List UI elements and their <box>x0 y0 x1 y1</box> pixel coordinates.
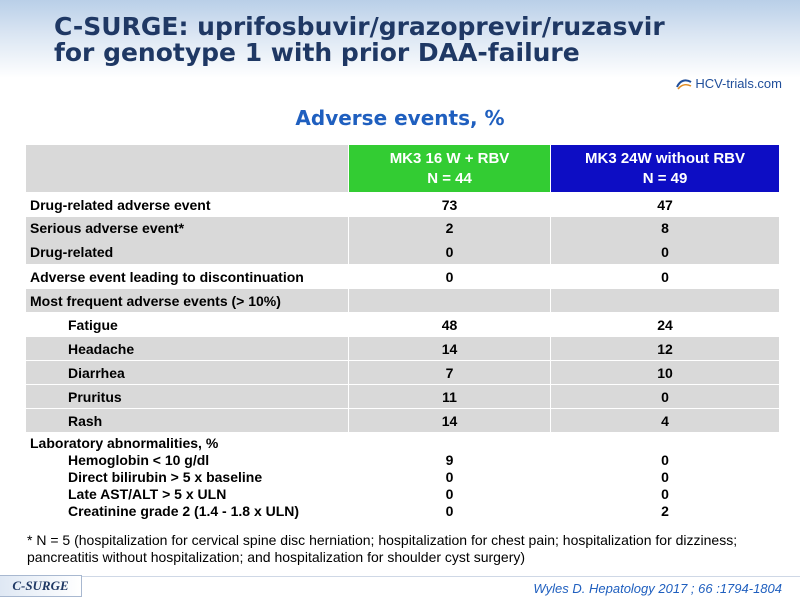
footnote: * N = 5 (hospitalization for cervical spine disc herniation; hospitalization for chest pain; hospitalization for dizziness; pancreatitis without hospitalization; and hospitalization for shoulder cyst surgery) <box>27 532 738 565</box>
table-subtitle: Adverse events, % <box>295 106 505 130</box>
lab-value-col1: 9 <box>445 452 454 468</box>
row-value-col2: 0 <box>551 385 780 409</box>
lab-item-label: Hemoglobin < 10 g/dl <box>68 452 210 468</box>
table-row-lab-abnormalities <box>26 433 780 525</box>
slide-title <box>54 14 754 66</box>
row-value-col2: 0 <box>551 265 780 289</box>
table-row <box>26 289 780 313</box>
header-mk3-24w-no-rbv <box>551 145 780 193</box>
row-label <box>26 217 349 265</box>
row-value-col1: 11 <box>349 385 551 409</box>
footer-divider <box>0 576 800 577</box>
lab-value-col2: 0 <box>661 452 669 468</box>
serious-drug-related-label: Drug-related <box>30 244 114 260</box>
table-row <box>26 217 780 265</box>
lab-value-col2: 0 <box>661 486 669 502</box>
table-row <box>26 361 780 385</box>
row-label <box>26 433 349 525</box>
row-value-col2: 10 <box>551 361 780 385</box>
row-value-col2: 12 <box>551 337 780 361</box>
row-label: Most frequent adverse events (> 10%) <box>26 289 349 313</box>
row-value-col2: 4 <box>551 409 780 433</box>
serious-ae-value-col2: 8 <box>661 220 669 236</box>
row-value-col1 <box>349 289 551 313</box>
lab-value-col2: 2 <box>661 503 669 519</box>
lab-item-label: Creatinine grade 2 (1.4 - 1.8 x ULN) <box>68 503 300 519</box>
study-badge: C-SURGE <box>0 575 82 597</box>
row-value-col2: 47 <box>551 193 780 217</box>
header-col2-line2: N = 49 <box>642 169 688 187</box>
slide-title-line2: for genotype 1 with prior DAA-failure <box>54 38 580 67</box>
row-label: Pruritus <box>26 385 349 409</box>
row-label: Fatigue <box>26 313 349 337</box>
citation: Wyles D. Hepatology 2017 ; 66 :1794-1804 <box>533 581 782 596</box>
table-row <box>26 265 780 289</box>
header-blank-cell <box>26 145 349 193</box>
header-col1-line2: N = 44 <box>427 169 472 187</box>
row-value-col2 <box>551 217 780 265</box>
lab-value-col1: 0 <box>445 503 454 519</box>
lab-value-col1: 0 <box>445 486 454 502</box>
row-label: Diarrhea <box>26 361 349 385</box>
serious-drug-related-value-col1: 0 <box>445 244 454 260</box>
serious-ae-value-col1: 2 <box>445 220 454 236</box>
header-mk3-16w-rbv <box>349 145 551 193</box>
row-value-col1: 73 <box>349 193 551 217</box>
lab-item-label: Direct bilirubin > 5 x baseline <box>68 469 263 485</box>
table-row <box>26 193 780 217</box>
row-value-col1 <box>349 433 551 525</box>
hcv-trials-logo <box>676 76 782 91</box>
serious-ae-label: Serious adverse event* <box>30 220 185 236</box>
table-row <box>26 409 780 433</box>
row-value-col1: 48 <box>349 313 551 337</box>
row-label: Adverse event leading to discontinuation <box>26 265 349 289</box>
adverse-events-table <box>25 144 780 525</box>
row-value-col1 <box>349 217 551 265</box>
slide-title-line1: C-SURGE: uprifosbuvir/grazoprevir/ruzasvir <box>54 12 665 41</box>
serious-drug-related-value-col2: 0 <box>661 244 669 260</box>
table-header-row <box>26 145 780 193</box>
table-row <box>26 313 780 337</box>
row-value-col1: 0 <box>349 265 551 289</box>
logo-swoosh-icon <box>676 78 692 90</box>
row-value-col1: 14 <box>349 409 551 433</box>
lab-title: Laboratory abnormalities, % <box>30 435 219 451</box>
table-row <box>26 337 780 361</box>
table-row <box>26 385 780 409</box>
logo-text: HCV-trials.com <box>695 76 782 91</box>
header-col1-line1: MK3 16 W + RBV <box>389 149 510 167</box>
lab-value-col1: 0 <box>445 469 454 485</box>
row-label: Rash <box>26 409 349 433</box>
row-label: Drug-related adverse event <box>26 193 349 217</box>
header-col2-line1: MK3 24W without RBV <box>585 149 745 167</box>
row-value-col2 <box>551 433 780 525</box>
row-label: Headache <box>26 337 349 361</box>
row-value-col2 <box>551 289 780 313</box>
lab-value-col2: 0 <box>661 469 669 485</box>
lab-item-label: Late AST/ALT > 5 x ULN <box>68 486 227 502</box>
row-value-col1: 7 <box>349 361 551 385</box>
row-value-col1: 14 <box>349 337 551 361</box>
row-value-col2: 24 <box>551 313 780 337</box>
